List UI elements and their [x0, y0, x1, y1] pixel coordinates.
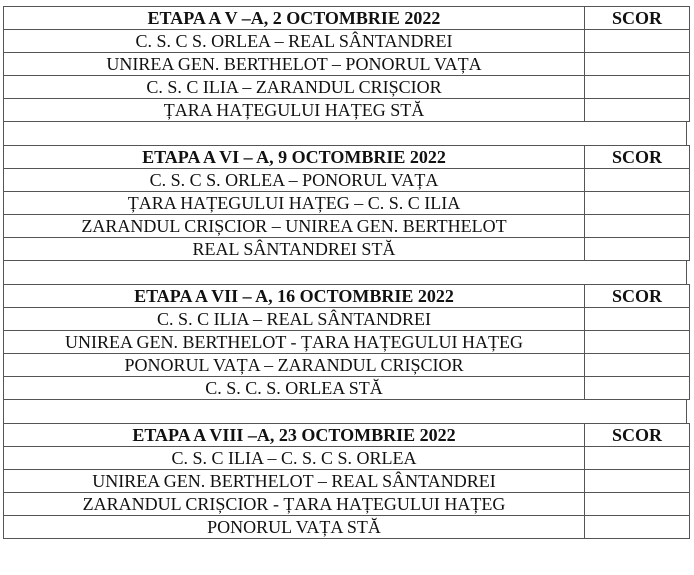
- match-row: [4, 169, 690, 192]
- match-name: UNIREA GEN. BERTHELOT – PONORUL VAȚA: [4, 53, 585, 76]
- score-cell: [585, 308, 690, 331]
- spacer-row: [3, 400, 687, 423]
- score-cell: [585, 99, 690, 122]
- score-cell: [585, 447, 690, 470]
- score-cell: [585, 470, 690, 493]
- match-row: [4, 76, 690, 99]
- score-cell: [585, 30, 690, 53]
- match-row: [4, 238, 690, 261]
- round-table: [3, 423, 690, 539]
- round-header-row: [4, 424, 690, 447]
- match-name: REAL SÂNTANDREI STĂ: [4, 238, 585, 261]
- score-header: SCOR: [585, 146, 690, 169]
- score-cell: [585, 238, 690, 261]
- match-row: [4, 331, 690, 354]
- match-name: C. S. C S. ORLEA – REAL SÂNTANDREI: [4, 30, 585, 53]
- spacer-row: [3, 122, 687, 145]
- match-row: [4, 354, 690, 377]
- match-row: [4, 30, 690, 53]
- match-name: ZARANDUL CRIȘCIOR - ȚARA HAȚEGULUI HAȚEG: [4, 493, 585, 516]
- round-header-row: [4, 285, 690, 308]
- score-cell: [585, 331, 690, 354]
- match-row: [4, 516, 690, 539]
- match-name: C. S. C ILIA – REAL SÂNTANDREI: [4, 308, 585, 331]
- score-cell: [585, 354, 690, 377]
- match-name: ȚARA HAȚEGULUI HAȚEG STĂ: [4, 99, 585, 122]
- match-name: C. S. C S. ORLEA – PONORUL VAȚA: [4, 169, 585, 192]
- score-cell: [585, 516, 690, 539]
- match-name: ZARANDUL CRIȘCIOR – UNIREA GEN. BERTHELOT: [4, 215, 585, 238]
- match-row: [4, 53, 690, 76]
- round-table: [3, 6, 690, 122]
- match-row: [4, 447, 690, 470]
- score-cell: [585, 215, 690, 238]
- fixtures-document: [3, 6, 687, 539]
- round-header-row: [4, 7, 690, 30]
- match-row: [4, 470, 690, 493]
- match-row: [4, 493, 690, 516]
- score-cell: [585, 493, 690, 516]
- round-header-row: [4, 146, 690, 169]
- match-row: [4, 99, 690, 122]
- match-name: PONORUL VAȚA STĂ: [4, 516, 585, 539]
- round-title: ETAPA A VIII –A, 23 OCTOMBRIE 2022: [4, 424, 585, 447]
- match-row: [4, 308, 690, 331]
- match-name: C. S. C. S. ORLEA STĂ: [4, 377, 585, 400]
- round-table: [3, 145, 690, 261]
- score-cell: [585, 76, 690, 99]
- match-row: [4, 377, 690, 400]
- match-name: ȚARA HAȚEGULUI HAȚEG – C. S. C ILIA: [4, 192, 585, 215]
- match-name: UNIREA GEN. BERTHELOT - ȚARA HAȚEGULUI HAȚEG: [4, 331, 585, 354]
- round-table: [3, 284, 690, 400]
- match-row: [4, 215, 690, 238]
- score-header: SCOR: [585, 285, 690, 308]
- score-cell: [585, 169, 690, 192]
- match-name: C. S. C ILIA – ZARANDUL CRIȘCIOR: [4, 76, 585, 99]
- match-name: PONORUL VAȚA – ZARANDUL CRIȘCIOR: [4, 354, 585, 377]
- spacer-row: [3, 261, 687, 284]
- score-cell: [585, 377, 690, 400]
- match-name: C. S. C ILIA – C. S. C S. ORLEA: [4, 447, 585, 470]
- score-header: SCOR: [585, 7, 690, 30]
- score-cell: [585, 53, 690, 76]
- round-title: ETAPA A V –A, 2 OCTOMBRIE 2022: [4, 7, 585, 30]
- round-title: ETAPA A VII – A, 16 OCTOMBRIE 2022: [4, 285, 585, 308]
- match-row: [4, 192, 690, 215]
- score-header: SCOR: [585, 424, 690, 447]
- score-cell: [585, 192, 690, 215]
- round-title: ETAPA A VI – A, 9 OCTOMBRIE 2022: [4, 146, 585, 169]
- match-name: UNIREA GEN. BERTHELOT – REAL SÂNTANDREI: [4, 470, 585, 493]
